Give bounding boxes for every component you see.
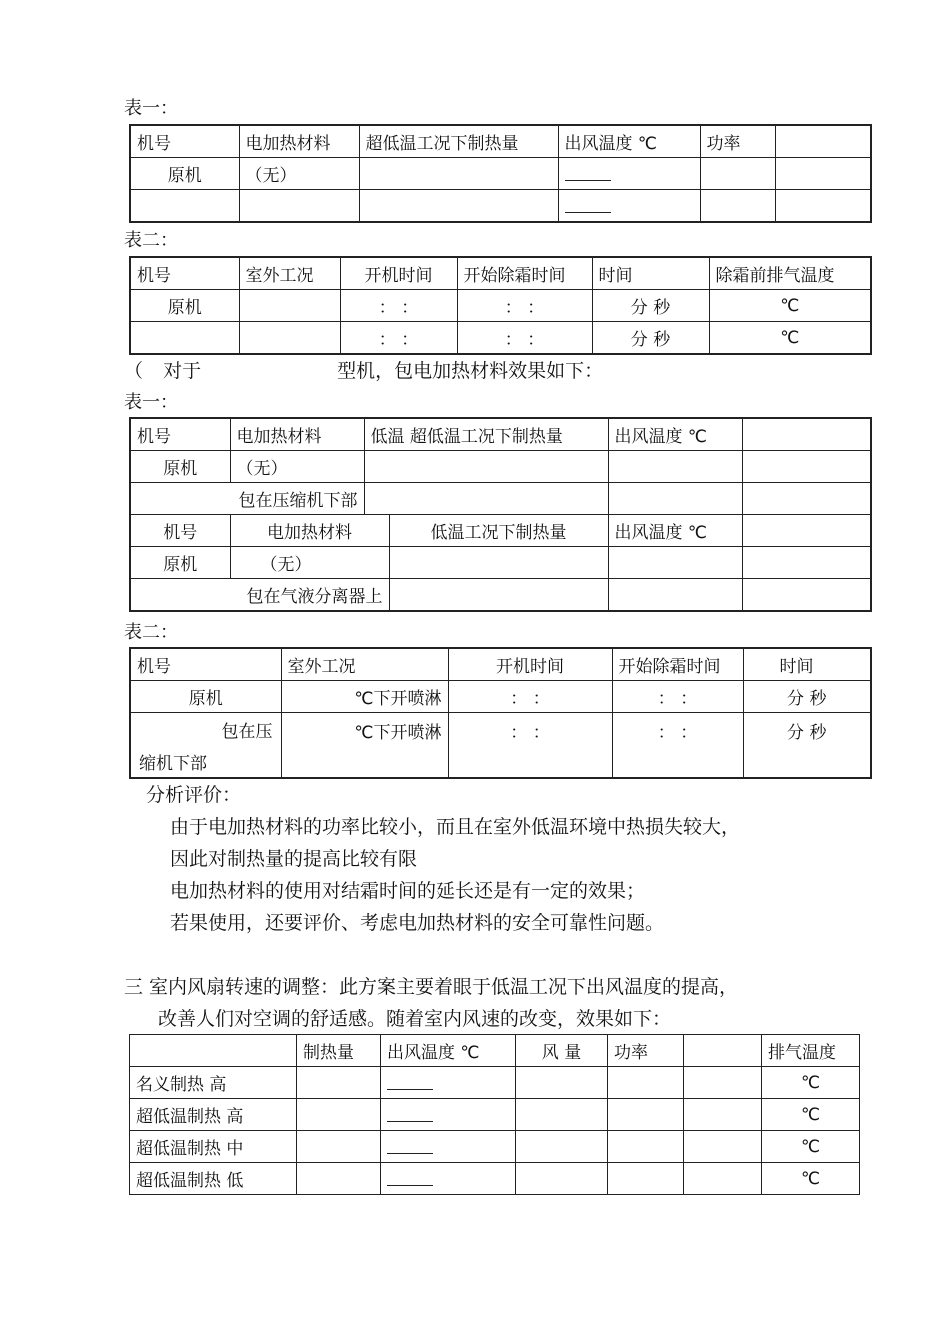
table-cell: ℃: [762, 1067, 860, 1099]
table-cell: [297, 1131, 381, 1163]
header-cell: 机号: [130, 648, 281, 681]
table-cell: [684, 1067, 762, 1099]
header-cell: [684, 1035, 762, 1067]
table-cell: （无）: [230, 547, 389, 579]
table-cell: 原机: [130, 451, 230, 483]
section3-heading: 三 室内风扇转速的调整：此方案主要着眼于低温工况下出风温度的提高，: [124, 976, 739, 998]
header-cell: 风 量: [516, 1035, 608, 1067]
table-cell: 名义制热 高: [130, 1067, 297, 1099]
table-cell: [239, 290, 340, 322]
header-cell: 出风温度 ℃: [558, 125, 700, 158]
table-cell: [381, 1099, 516, 1131]
table-cell: 原机: [130, 290, 239, 322]
row-label-part2: 缩机下部: [139, 754, 207, 774]
table-header-row: [130, 515, 871, 547]
header-cell: 开始除霜时间: [612, 648, 743, 681]
table-cell: 超低温制热 低: [130, 1163, 297, 1195]
table-cell: [558, 158, 700, 190]
table-cell: [297, 1067, 381, 1099]
table-cell: 分 秒: [743, 681, 871, 713]
table-header-row: [130, 125, 871, 158]
header-cell: 电加热材料: [230, 418, 364, 451]
table-cell: [381, 1067, 516, 1099]
table-row: [130, 290, 871, 322]
table-cell: 分 秒: [592, 290, 709, 322]
header-cell: 制热量: [297, 1035, 381, 1067]
table-cell: [130, 322, 239, 355]
header-cell: 时间: [592, 257, 709, 290]
table-cell: [742, 451, 871, 483]
analysis-line: 电加热材料的使用对结霜时间的延长还是有一定的效果；: [170, 880, 646, 902]
table-cell: [684, 1163, 762, 1195]
table-cell: 原机: [130, 681, 281, 713]
blank-line: [387, 1171, 433, 1186]
analysis-line: 由于电加热材料的功率比较小，而且在室外低温环境中热损失较大，: [170, 816, 741, 838]
table-cell: [608, 483, 742, 515]
table-cell: 包在气液分离器上: [130, 579, 389, 612]
table1-label: 表一：: [124, 98, 178, 119]
table-cell: [608, 1163, 684, 1195]
table-header-row: [130, 418, 871, 451]
header-cell: 室外工况: [239, 257, 340, 290]
table-cell: [742, 547, 871, 579]
header-cell: [742, 418, 871, 451]
table-row: [130, 713, 871, 779]
blank-line: [387, 1107, 433, 1122]
table-cell: ： ：: [612, 681, 743, 713]
table-cell: ： ：: [448, 681, 612, 713]
table-cell: [742, 579, 871, 612]
table-cell: [608, 1067, 684, 1099]
table-cell: [359, 190, 558, 223]
table-cell: [381, 1131, 516, 1163]
intro-rest: 型机，包电加热材料效果如下：: [337, 360, 604, 382]
header-cell: 排气温度: [762, 1035, 860, 1067]
header-cell: 低温 超低温工况下制热量: [364, 418, 608, 451]
header-cell: 出风温度 ℃: [608, 418, 742, 451]
table-row: [130, 158, 871, 190]
analysis-line: 若果使用，还要评价、考虑电加热材料的安全可靠性问题。: [170, 912, 665, 934]
table-cell: [684, 1131, 762, 1163]
table-row: [130, 547, 871, 579]
table-row: [130, 1067, 860, 1099]
header-cell: [775, 125, 871, 158]
table-cell: [130, 190, 239, 223]
header-cell: 机号: [130, 515, 230, 547]
table-cell: ： ：: [448, 713, 612, 779]
table-cell: [608, 1099, 684, 1131]
table-cell: [516, 1131, 608, 1163]
table-header-row: [130, 648, 871, 681]
section3-line2: 改善人们对空调的舒适感。随着室内风速的改变，效果如下：: [158, 1008, 672, 1030]
table-cell: 原机: [130, 547, 230, 579]
header-cell: 时间: [743, 648, 871, 681]
table-cell: 分 秒: [592, 322, 709, 355]
header-cell: 出风温度 ℃: [381, 1035, 516, 1067]
table-cell: [608, 579, 742, 612]
table-cell: ： ：: [340, 290, 457, 322]
table-4-defrost: [129, 647, 872, 779]
table-row: [130, 322, 871, 355]
table-cell: [775, 190, 871, 223]
table-cell: （无）: [230, 451, 364, 483]
table-row: [130, 1099, 860, 1131]
table-row: [130, 483, 871, 515]
table-cell: [364, 483, 608, 515]
header-cell: 功率: [608, 1035, 684, 1067]
header-cell: 开机时间: [340, 257, 457, 290]
header-cell: 机号: [130, 125, 239, 158]
header-cell: [742, 515, 871, 547]
header-cell: 电加热材料: [230, 515, 389, 547]
table-cell: [558, 190, 700, 223]
header-cell: 开机时间: [448, 648, 612, 681]
table-cell: ℃: [709, 290, 871, 322]
table-cell: 超低温制热 中: [130, 1131, 297, 1163]
intro-paren: （: [124, 360, 144, 382]
table-cell: [381, 1163, 516, 1195]
table-cell: （无）: [239, 158, 359, 190]
table-cell: [742, 483, 871, 515]
header-cell: 出风温度 ℃: [608, 515, 742, 547]
table-cell: [297, 1099, 381, 1131]
table-row: [130, 190, 871, 223]
table-cell: [239, 322, 340, 355]
table-cell: ℃: [762, 1099, 860, 1131]
blank-line: [565, 198, 611, 213]
table-cell: [516, 1067, 608, 1099]
table4-label: 表二：: [124, 622, 178, 643]
table-header-row: [130, 1035, 860, 1067]
header-cell: 电加热材料: [239, 125, 359, 158]
table-cell: [239, 190, 359, 223]
header-cell: [130, 1035, 297, 1067]
table-cell: 包在压缩机下部: [130, 483, 364, 515]
header-cell: 除霜前排气温度: [709, 257, 871, 290]
blank-line: [565, 166, 611, 181]
table-cell: ℃: [762, 1163, 860, 1195]
table-cell: [608, 1131, 684, 1163]
table-cell: [775, 158, 871, 190]
table-cell: ℃下开喷淋: [281, 681, 448, 713]
table-cell: [297, 1163, 381, 1195]
table-3-material: [129, 417, 872, 612]
table-cell: 原机: [130, 158, 239, 190]
table-cell: ： ：: [457, 290, 592, 322]
table-cell: ℃下开喷淋: [281, 713, 448, 779]
table-cell: ℃: [762, 1131, 860, 1163]
table-cell: [389, 547, 608, 579]
table-cell: [130, 713, 281, 779]
row-label-part1: 包在压: [221, 722, 273, 742]
table-row: [130, 451, 871, 483]
table-row: [130, 579, 871, 612]
table-2-defrost: [129, 256, 872, 355]
header-cell: 开始除霜时间: [457, 257, 592, 290]
analysis-title: 分析评价：: [146, 784, 242, 806]
table-cell: 分 秒: [743, 713, 871, 779]
table-cell: ： ：: [340, 322, 457, 355]
table-header-row: [130, 257, 871, 290]
table-cell: [359, 158, 558, 190]
table-5-fan-speed: [129, 1034, 860, 1195]
table-cell: ： ：: [612, 713, 743, 779]
blank-line: [387, 1075, 433, 1090]
header-cell: 室外工况: [281, 648, 448, 681]
table-1-heat: [129, 124, 872, 223]
header-cell: 机号: [130, 257, 239, 290]
table-cell: [700, 158, 775, 190]
table-cell: [389, 579, 608, 612]
table-cell: [516, 1099, 608, 1131]
table-cell: ： ：: [457, 322, 592, 355]
table-cell: 超低温制热 高: [130, 1099, 297, 1131]
header-cell: 机号: [130, 418, 230, 451]
table-cell: [364, 451, 608, 483]
table-row: [130, 1163, 860, 1195]
table3-label: 表一：: [124, 392, 178, 413]
table-row: [130, 1131, 860, 1163]
header-cell: 超低温工况下制热量: [359, 125, 558, 158]
table2-label: 表二：: [124, 230, 178, 251]
header-cell: 功率: [700, 125, 775, 158]
intro-text: 对于: [163, 360, 202, 382]
blank-line: [387, 1139, 433, 1154]
table-cell: [608, 451, 742, 483]
header-cell: 低温工况下制热量: [389, 515, 608, 547]
intro-line: [124, 356, 603, 383]
table-row: [130, 681, 871, 713]
table-cell: ℃: [709, 322, 871, 355]
table-cell: [516, 1163, 608, 1195]
table-cell: [700, 190, 775, 223]
table-cell: [684, 1099, 762, 1131]
analysis-line: 因此对制热量的提高比较有限: [170, 848, 418, 870]
table-cell: [608, 547, 742, 579]
